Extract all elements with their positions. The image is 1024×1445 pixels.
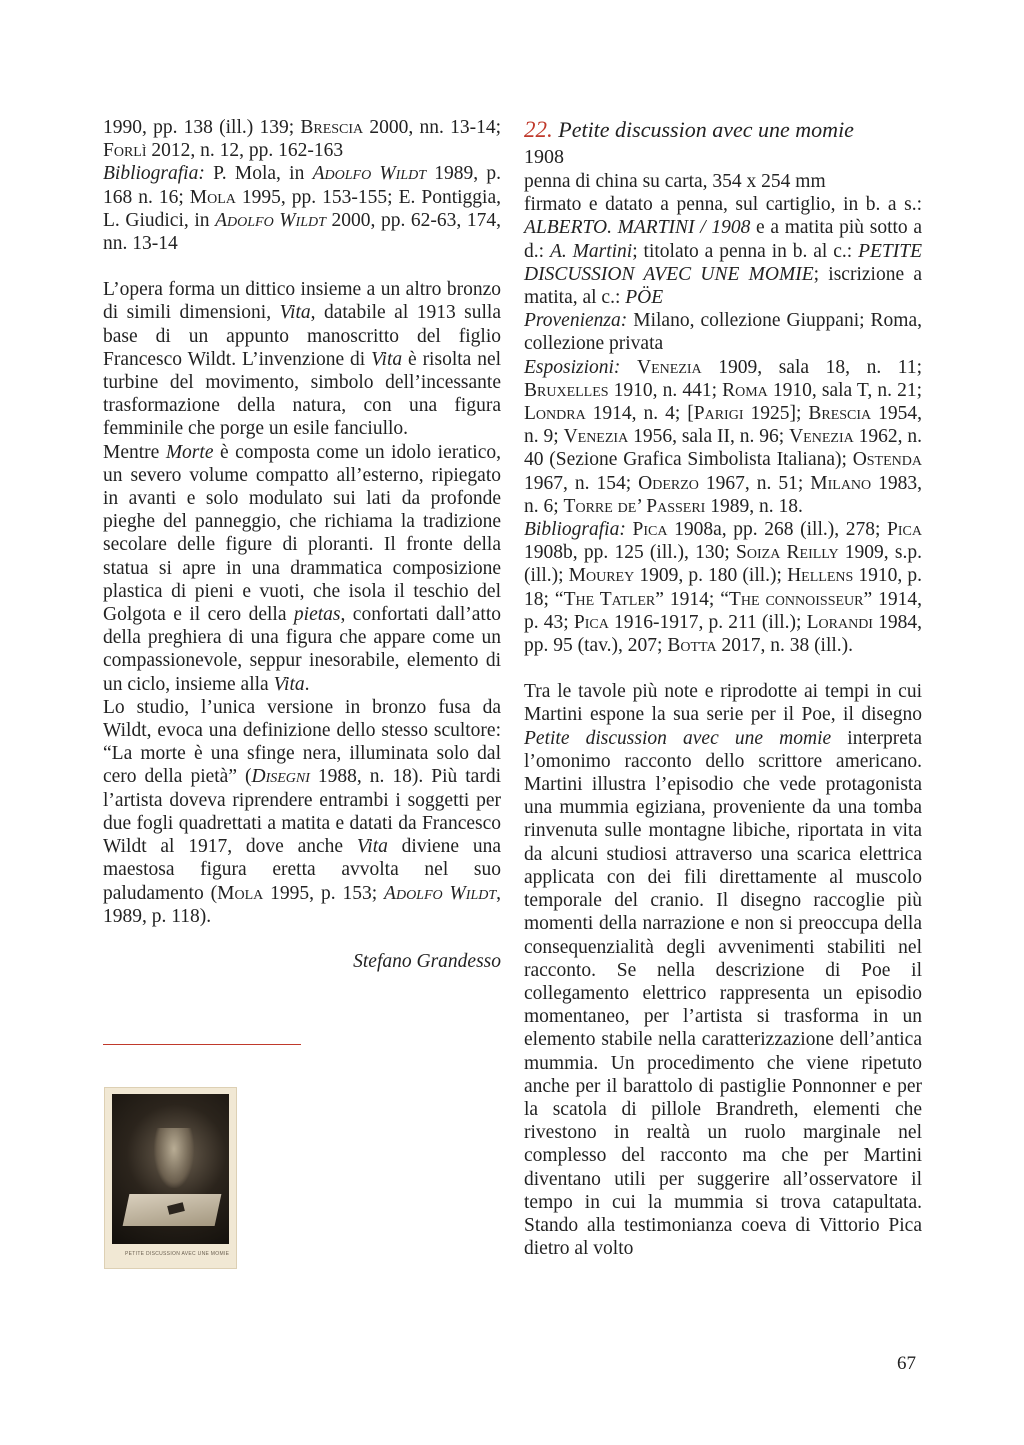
left-column xyxy=(103,116,501,973)
essay-paragraph: Mentre Morte è composta come un idolo ieratico, un severo volume compatto all’esterno, ripiegato in avanti e solo modulato sui lati da profonde pieghe del panneggio, che richiama la tradizione secolare delle figure di ploranti. Il fronte della statua si apre in una drammatica composizione plastica di pieni e vuoti, che isola il teschio del Golgota e il cero della pietas, confortati dall’atto della preghiera di una figura che appare come un compassionevole, seppur inesorabile, elemento di un ciclo, insieme alla Vita. xyxy=(103,441,502,695)
reference-name: Roma xyxy=(722,379,768,401)
author-signature: Stefano Grandesso xyxy=(353,950,501,972)
reference-name: Mola xyxy=(217,882,264,904)
reference-name: Adolfo Wildt xyxy=(215,209,326,231)
reference-name: Parigi xyxy=(693,403,744,425)
reference-name: Disegni xyxy=(251,766,310,788)
reference-name: Venezia xyxy=(637,356,702,378)
reference-name: Mola xyxy=(189,186,236,208)
right-column xyxy=(524,116,922,1260)
catalog-entry-details: penna di china su carta, 354 x 254 mm firmato e datato a penna, sul cartiglio, in b. a s.: ALBERTO. MARTINI / 1908 e a matita più sotto a d.: A. Martini; titolato a penna in b. al c.: PETITE DISCUSSION AVEC UNE MOMIE; iscrizione a matita, al c.: PÖE Provenienza: Milano, collezione Giuppani; Roma, collezione privata Esposizioni: Venezia 1909, sala 18, n. 11; Bruxelles 1910, n. 441; Roma 1910, sala T, n. 21; Londra 1914, n. 4; [Parigi 1925]; Brescia 1954, n. 9; Venezia 1956, sala II, n. 96; Venezia 1962, n. 40 (Sezione Grafica Simbolista Italiana); Ostenda 1967, n. 154; Oderzo 1967, n. 51; Milano 1983, n. 6; Torre de’ Passeri 1989, n. 18. Bibliografia: Pica 1908a, pp. 268 (ill.), 278; Pica 1908b, pp. 125 (ill.), 130; Soiza Reilly 1909, s.p. (ill.); Mourey 1909, p. 180 (ill.); Hellens 1910, p. 18; “The Tatler” 1914; “The connoisseur” 1914, p. 43; Pica 1916-1917, p. 211 (ill.); Lorandi 1984, pp. 95 (tav.), 207; Botta 2017, n. 38 (ill.). xyxy=(524,171,923,657)
reference-name: Adolfo Wildt xyxy=(384,882,497,904)
italic-text: PETITE DISCUSSION AVEC UNE MOMIE xyxy=(524,240,923,285)
reference-name: Milano xyxy=(810,472,872,494)
italic-text: Vita xyxy=(371,348,403,370)
reference-name: Forlì xyxy=(103,140,147,162)
page-number: 67 xyxy=(897,1353,916,1374)
reference-name: Venezia xyxy=(563,426,629,448)
reference-name: Ostenda xyxy=(852,449,922,471)
italic-text: Bibliografia: xyxy=(103,163,205,185)
catalog-entry-heading xyxy=(524,116,922,144)
italic-text: A. Martini xyxy=(549,240,633,262)
reference-name: Bruxelles xyxy=(524,379,609,401)
artwork-caption: PETITE DISCUSSION AVEC UNE MOMIE xyxy=(125,1251,230,1257)
catalog-entry-year: 1908 xyxy=(524,146,564,168)
reference-name: The connoisseur xyxy=(728,588,864,610)
reference-name: Brescia xyxy=(808,403,872,425)
italic-text: Provenienza: xyxy=(524,310,628,332)
section-divider xyxy=(103,1044,301,1045)
reference-name: Torre de’ Passeri xyxy=(563,495,706,517)
artwork-thumbnail xyxy=(104,1087,237,1269)
artwork-image xyxy=(112,1094,229,1244)
reference-name: Pica xyxy=(573,611,609,633)
references-paragraph: 1990, pp. 138 (ill.) 139; Brescia 2000, nn. 13-14; Forlì 2012, n. 12, pp. 162-163 Bibliografia: P. Mola, in Adolfo Wildt 1989, p. 168 n. 16; Mola 1995, pp. 153-155; E. Pontiggia, L. Giudici, in Adolfo Wildt 2000, pp. 62-63, 174, nn. 13-14 xyxy=(103,117,502,255)
italic-text: Vita xyxy=(356,836,388,858)
essay-paragraph: L’opera forma un dittico insieme a un altro bronzo di simili dimensioni, Vita, databile al 1913 sulla base di un appunto manoscritto del figlio Francesco Wildt. L’invenzione di Vita è risolta nel turbine del movimento, simbolo dell’incessante trasformazione della natura, con una figura femminile che porge un esile fanciullo. xyxy=(103,279,502,440)
italic-text: Vita xyxy=(279,302,311,324)
italic-text: ALBERTO. MARTINI / 1908 xyxy=(524,217,751,239)
reference-name: Londra xyxy=(524,403,586,425)
reference-name: Soiza Reilly xyxy=(736,542,839,564)
italic-text: Bibliografia: xyxy=(524,519,626,541)
essay-paragraph: Tra le tavole più note e riprodotte ai tempi in cui Martini espone la sua serie per il Poe, il disegno Petite discussion avec une momie interpreta l’omonimo racconto dello scrittore americano. Martini illustra l’episodio che vede protagonista una mummia egiziana, proveniente da una tomba rinvenuta sulle montagne libiche, riportata in vita da alcuni studiosi attraverso una scarica elettrica applicata con dei fili direttamente al muscolo temporale del cranio. Il disegno raccoglie più momenti della narrazione e non si preoccupa della consequenzialità degli avvenimenti stabiliti nel racconto. Se nella descrizione di Poe il collegamento elettrico rappresenta un episodio momentaneo, per l’artista si trasforma in un elemento stabile nella caratterizzazione dell’antica mummia. Un procedimento che viene ripetuto anche per il barattolo di pastiglie Ponnonner e per la scatola di pillole Brandreth, elementi che rivestono in realtà un ruolo marginale nel complesso del racconto ma che per Martini diventano utili per suggerire all’osservatore il tempo in cui la mummia si trova catapultata. Stando alla testimonianza coeva di Vittorio Pica dietro al volto xyxy=(524,681,922,1260)
reference-name: Oderzo xyxy=(638,472,699,494)
reference-name: Hellens xyxy=(787,565,854,587)
mummy-figure-shape xyxy=(154,1128,194,1188)
reference-name: Pica xyxy=(887,519,922,541)
reference-name: The Tatler xyxy=(563,588,656,610)
reference-name: Botta xyxy=(667,635,717,657)
catalog-entry-number: 22. xyxy=(524,117,553,142)
catalog-entry-title: Petite discussion avec une momie xyxy=(558,117,854,142)
italic-text: Vita xyxy=(273,673,305,695)
reference-name: Venezia xyxy=(789,426,854,448)
essay-paragraph: Lo studio, l’unica versione in bronzo fusa da Wildt, evoca una definizione dello stesso scultore: “La morte è una sfinge nera, illuminata solo dal cero della pietà” (Disegni 1988, n. 18). Più tardi l’artista doveva riprendere entrambi i soggetti per due fogli quadrettati a matita e datati da Francesco Wildt al 1917, dove anche Vita diviene una maestosa figura eretta avvolta nel suo paludamento (Mola 1995, p. 153; Adolfo Wildt, 1989, p. 118). xyxy=(103,696,501,927)
reference-name: Mourey xyxy=(568,565,635,587)
italic-text: PÖE xyxy=(625,287,664,309)
reference-name: Brescia xyxy=(300,117,364,138)
italic-text: Petite discussion avec une momie xyxy=(524,727,832,749)
reference-name: Lorandi xyxy=(806,611,873,633)
italic-text: Esposizioni: xyxy=(524,356,621,378)
italic-text: pietas xyxy=(293,604,341,626)
italic-text: Morte xyxy=(165,441,214,463)
reference-name: Pica xyxy=(632,519,668,541)
reference-name: Adolfo Wildt xyxy=(312,163,427,185)
